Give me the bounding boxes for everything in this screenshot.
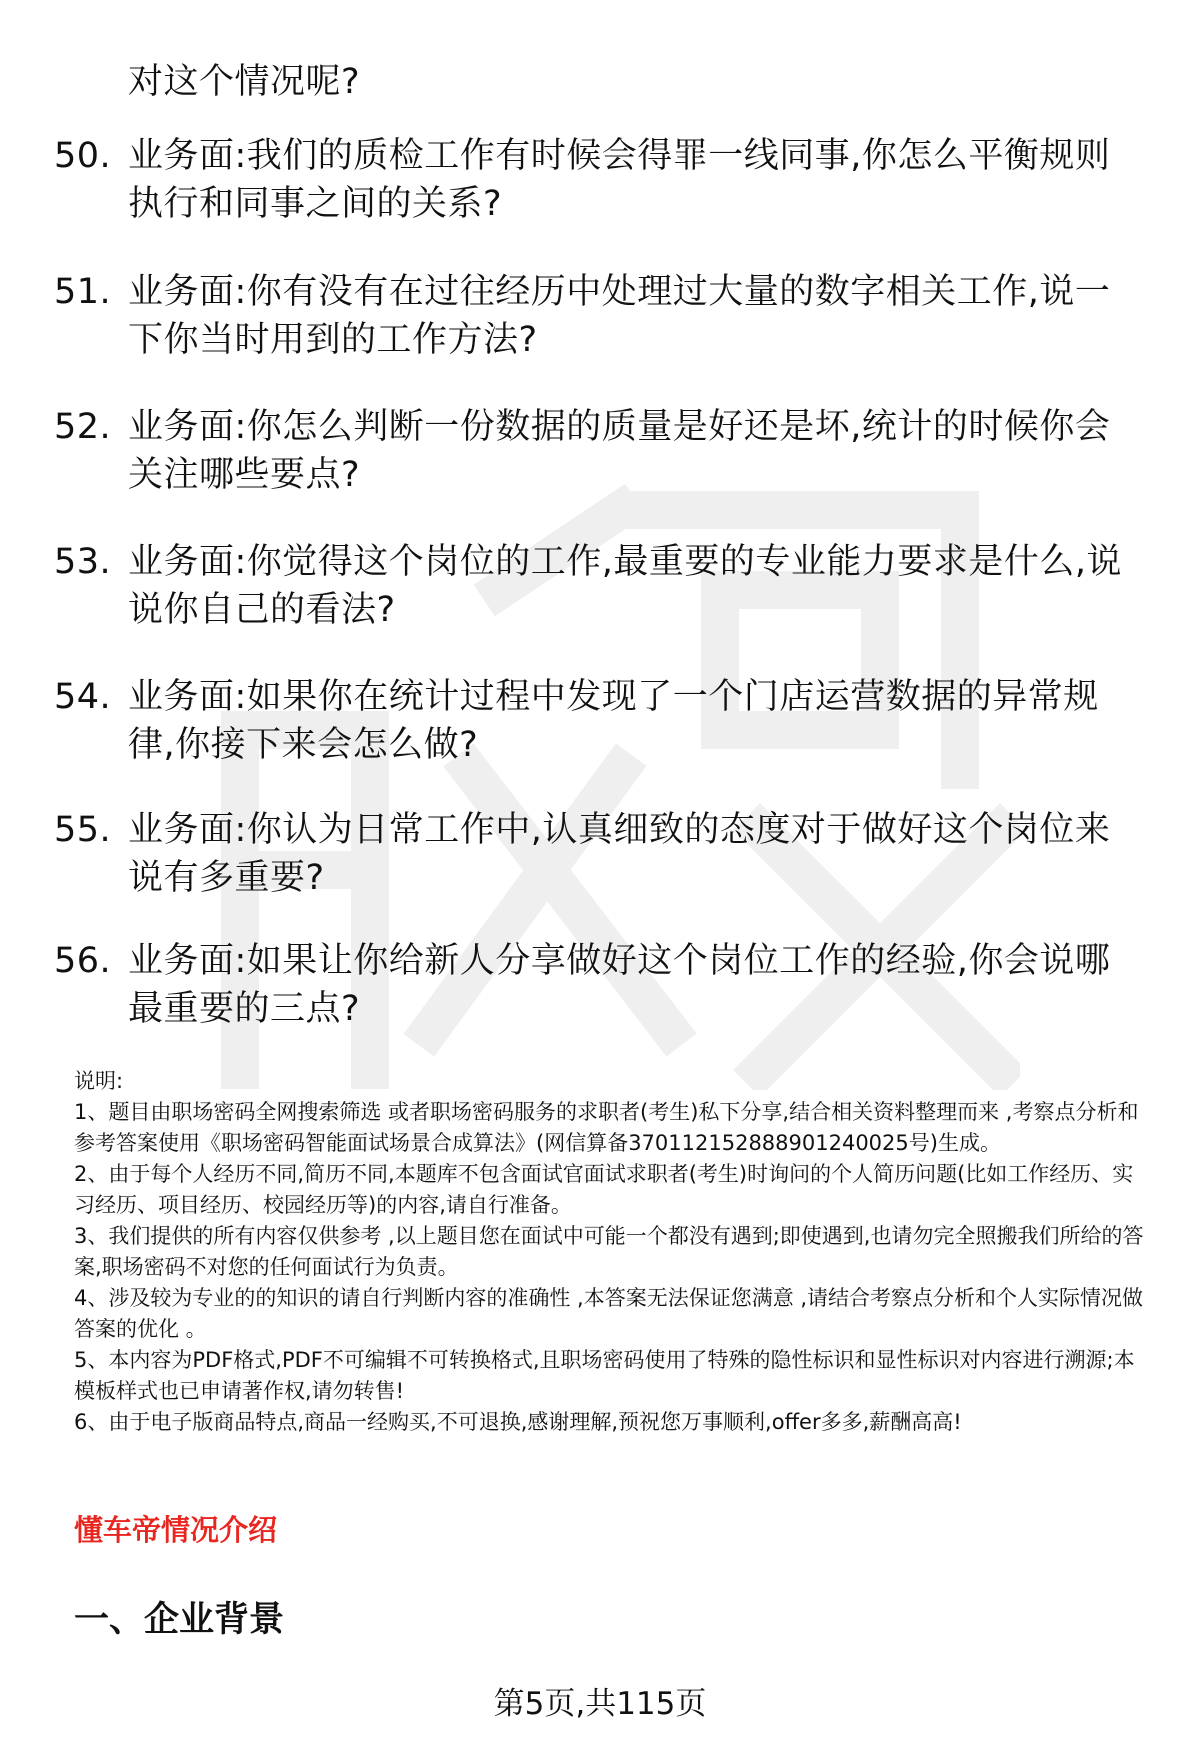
question-number: 52. xyxy=(54,407,112,447)
page-footer: 第5页,共115页 xyxy=(493,1686,707,1722)
question-number: 55. xyxy=(54,810,112,850)
question-item xyxy=(54,132,1144,228)
question-item xyxy=(54,937,1144,1033)
question-item xyxy=(54,268,1144,364)
question-text: 业务面:你有没有在过往经历中处理过大量的数字相关工作,说一下你当时用到的工作方法? xyxy=(128,272,1111,360)
notes-heading: 说明: xyxy=(74,1069,124,1093)
question-number: 50. xyxy=(54,136,112,176)
question-item xyxy=(54,806,1144,902)
question-text: 业务面:如果让你给新人分享做好这个岗位工作的经验,你会说哪最重要的三点? xyxy=(128,941,1111,1029)
question-number: 56. xyxy=(54,941,112,981)
question-text: 业务面:我们的质检工作有时候会得罪一线同事,你怎么平衡规则执行和同事之间的关系? xyxy=(128,136,1111,224)
question-text: 业务面:你认为日常工作中,认真细致的态度对于做好这个岗位来说有多重要? xyxy=(128,810,1111,898)
note-item: 5、本内容为PDF格式,PDF不可编辑不可转换格式,且职场密码使用了特殊的隐性标识和显性标识对内容进行溯源;本模板样式也已申请著作权,请勿转售! xyxy=(74,1348,1135,1403)
question-text: 业务面:你怎么判断一份数据的质量是好还是坏,统计的时候你会关注哪些要点? xyxy=(128,407,1111,495)
notes-section xyxy=(74,1066,1154,1438)
note-item: 3、我们提供的所有内容仅供参考 ,以上题目您在面试中可能一个都没有遇到;即使遇到,也请勿完全照搬我们所给的答案,职场密码不对您的任何面试行为负责。 xyxy=(74,1224,1144,1279)
question-number: 53. xyxy=(54,542,112,582)
question-item xyxy=(54,538,1144,634)
question-number: 51. xyxy=(54,272,112,312)
question-number: 54. xyxy=(54,677,112,717)
note-item: 1、题目由职场密码全网搜索筛选 或者职场密码服务的求职者(考生)私下分享,结合相关资料整理而来 ,考察点分析和参考答案使用《职场密码智能面试场景合成算法》(网信算备370112152888901240025号)生成。 xyxy=(74,1100,1139,1155)
note-item: 6、由于电子版商品特点,商品一经购买,不可退换,感谢理解,预祝您万事顺利,offer多多,薪酬高高! xyxy=(74,1410,962,1434)
note-item: 4、涉及较为专业的的知识的请自行判断内容的准确性 ,本答案无法保证您满意 ,请结合考察点分析和个人实际情况做答案的优化 。 xyxy=(74,1286,1144,1341)
question-item xyxy=(54,403,1144,499)
section-heading: 一、企业背景 xyxy=(74,1600,285,1640)
question-item xyxy=(54,673,1144,769)
question-continuation: 对这个情况呢? xyxy=(128,62,361,102)
note-item: 2、由于每个人经历不同,简历不同,本题库不包含面试官面试求职者(考生)时询问的个人简历问题(比如工作经历、实习经历、项目经历、校园经历等)的内容,请自行准备。 xyxy=(74,1162,1134,1217)
question-text: 业务面:如果你在统计过程中发现了一个门店运营数据的异常规律,你接下来会怎么做? xyxy=(128,677,1099,765)
question-text: 业务面:你觉得这个岗位的工作,最重要的专业能力要求是什么,说说你自己的看法? xyxy=(128,542,1123,630)
company-intro-title: 懂车帝情况介绍 xyxy=(74,1513,278,1547)
